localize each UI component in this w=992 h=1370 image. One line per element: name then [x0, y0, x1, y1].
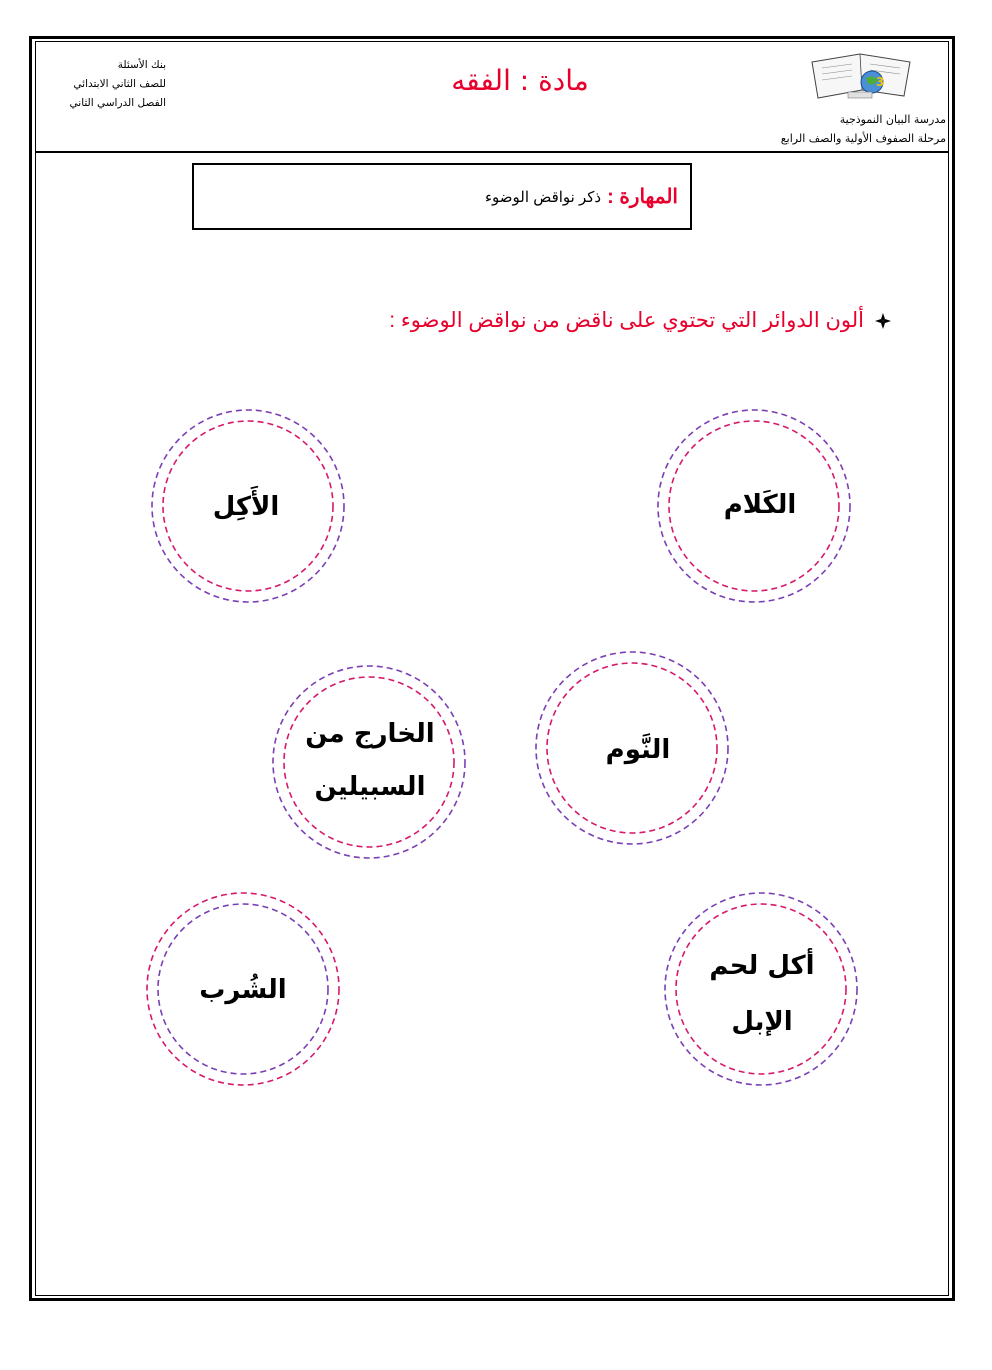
- bank-line-1: بنك الأسئلة: [117, 59, 166, 71]
- school-stage: مرحلة الصفوف الأولية والصف الرابع: [780, 132, 946, 145]
- circle-5-label-line2: الإبل: [731, 1007, 793, 1037]
- answer-circle-2[interactable]: [152, 410, 344, 602]
- school-name: مدرسة البيان النموذجية: [839, 113, 946, 126]
- bank-line-2: للصف الثاني الابتدائي: [73, 78, 166, 90]
- circle-6-label: الشُرب: [199, 975, 287, 1005]
- answer-circle-5[interactable]: [665, 893, 857, 1085]
- circle-3-label: النَّوم: [605, 735, 671, 765]
- answer-circle-6[interactable]: [147, 893, 339, 1085]
- skill-text: ذكر نواقض الوضوء: [485, 188, 602, 206]
- skill-label: المهارة :: [607, 186, 678, 208]
- bank-line-3: الفصل الدراسي الثاني: [69, 97, 166, 109]
- circle-5-label-line1: أكل لحم: [709, 951, 815, 981]
- circle-2-label: الأَكِل: [212, 492, 280, 522]
- circle-1-label: الكَلام: [723, 490, 797, 520]
- instruction-text: ألون الدوائر التي تحتوي على ناقض من نواقض الوضوء :: [389, 309, 864, 332]
- svg-text:3: 3: [876, 75, 885, 89]
- answer-circle-3[interactable]: [536, 652, 728, 844]
- answer-circle-1[interactable]: [658, 410, 850, 602]
- circle-4-label-line2: السبيلين: [314, 772, 426, 802]
- subject-title: مادة : الفقه: [451, 64, 589, 97]
- answer-circle-4[interactable]: [273, 666, 465, 858]
- circle-4-label-line1: الخارج من: [305, 719, 435, 749]
